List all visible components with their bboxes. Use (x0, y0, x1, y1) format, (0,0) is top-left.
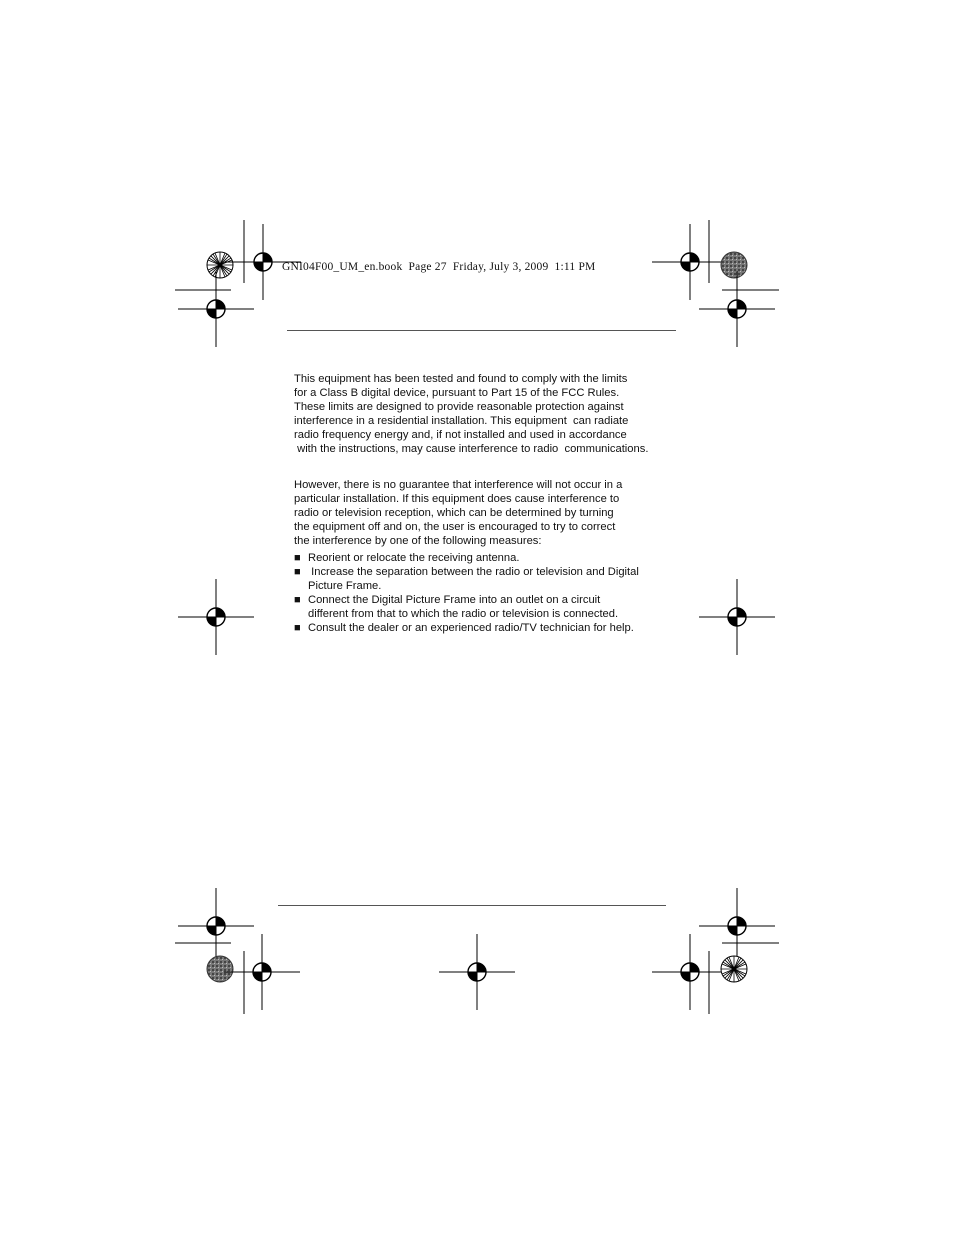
list-item (294, 551, 694, 565)
list-item-text: Reorient or relocate the receiving antenna. (308, 552, 520, 564)
measures-list (294, 551, 694, 635)
registration-mark (699, 888, 775, 964)
registration-mark (699, 579, 775, 655)
paragraph-compliance (294, 372, 694, 456)
list-item (294, 565, 694, 593)
list-item-text: Connect the Digital Picture Frame into an outlet on a circuit (308, 594, 601, 606)
paragraph-guarantee (294, 478, 694, 548)
text-line: These limits are designed to provide reasonable protection against (294, 401, 624, 413)
gray-disc-mark (721, 252, 747, 278)
text-line: radio or television reception, which can be determined by turning (294, 507, 614, 519)
text-line: interference in a residential installation. This equipment can radiate (294, 415, 629, 427)
list-item (294, 621, 694, 635)
fcc-statement (294, 372, 694, 635)
registration-mark (699, 271, 775, 347)
text-line: the equipment off and on, the user is encouraged to try to correct (294, 521, 616, 533)
square-bullet-icon: ■ (294, 552, 301, 564)
registration-mark (439, 934, 515, 1010)
list-item-text: Increase the separation between the radio or television and Digital (308, 566, 639, 578)
list-item-text: Consult the dealer or an experienced radio/TV technician for help. (308, 622, 634, 634)
text-line: the interference by one of the following measures: (294, 535, 542, 547)
text-line: radio frequency energy and, if not installed and used in accordance (294, 429, 627, 441)
square-bullet-icon: ■ (294, 594, 301, 606)
list-item (294, 593, 694, 621)
header-rule (287, 330, 676, 331)
text-line: for a Class B digital device, pursuant to Part 15 of the FCC Rules. (294, 387, 620, 399)
text-line: particular installation. If this equipment does cause interference to (294, 493, 620, 505)
registration-mark (178, 271, 254, 347)
list-item-text: different from that to which the radio or television is connected. (308, 608, 619, 620)
square-bullet-icon: ■ (294, 622, 301, 634)
print-slug-line: GNI04F00_UM_en.book Page 27 Friday, July 3, 2009 1:11 PM (282, 261, 596, 273)
color-star-mark (721, 956, 747, 982)
text-line: with the instructions, may cause interference to radio communications. (294, 443, 649, 455)
list-item-text: Picture Frame. (308, 580, 382, 592)
square-bullet-icon: ■ (294, 566, 301, 578)
footer-rule (278, 905, 666, 906)
registration-mark (224, 934, 300, 1010)
color-star-mark (207, 252, 233, 278)
registration-mark (652, 934, 728, 1010)
registration-mark (652, 224, 728, 300)
text-line: However, there is no guarantee that interference will not occur in a (294, 479, 623, 491)
registration-mark (178, 888, 254, 964)
text-line: This equipment has been tested and found to comply with the limits (294, 373, 628, 385)
gray-disc-mark (207, 956, 233, 982)
registration-mark (178, 579, 254, 655)
